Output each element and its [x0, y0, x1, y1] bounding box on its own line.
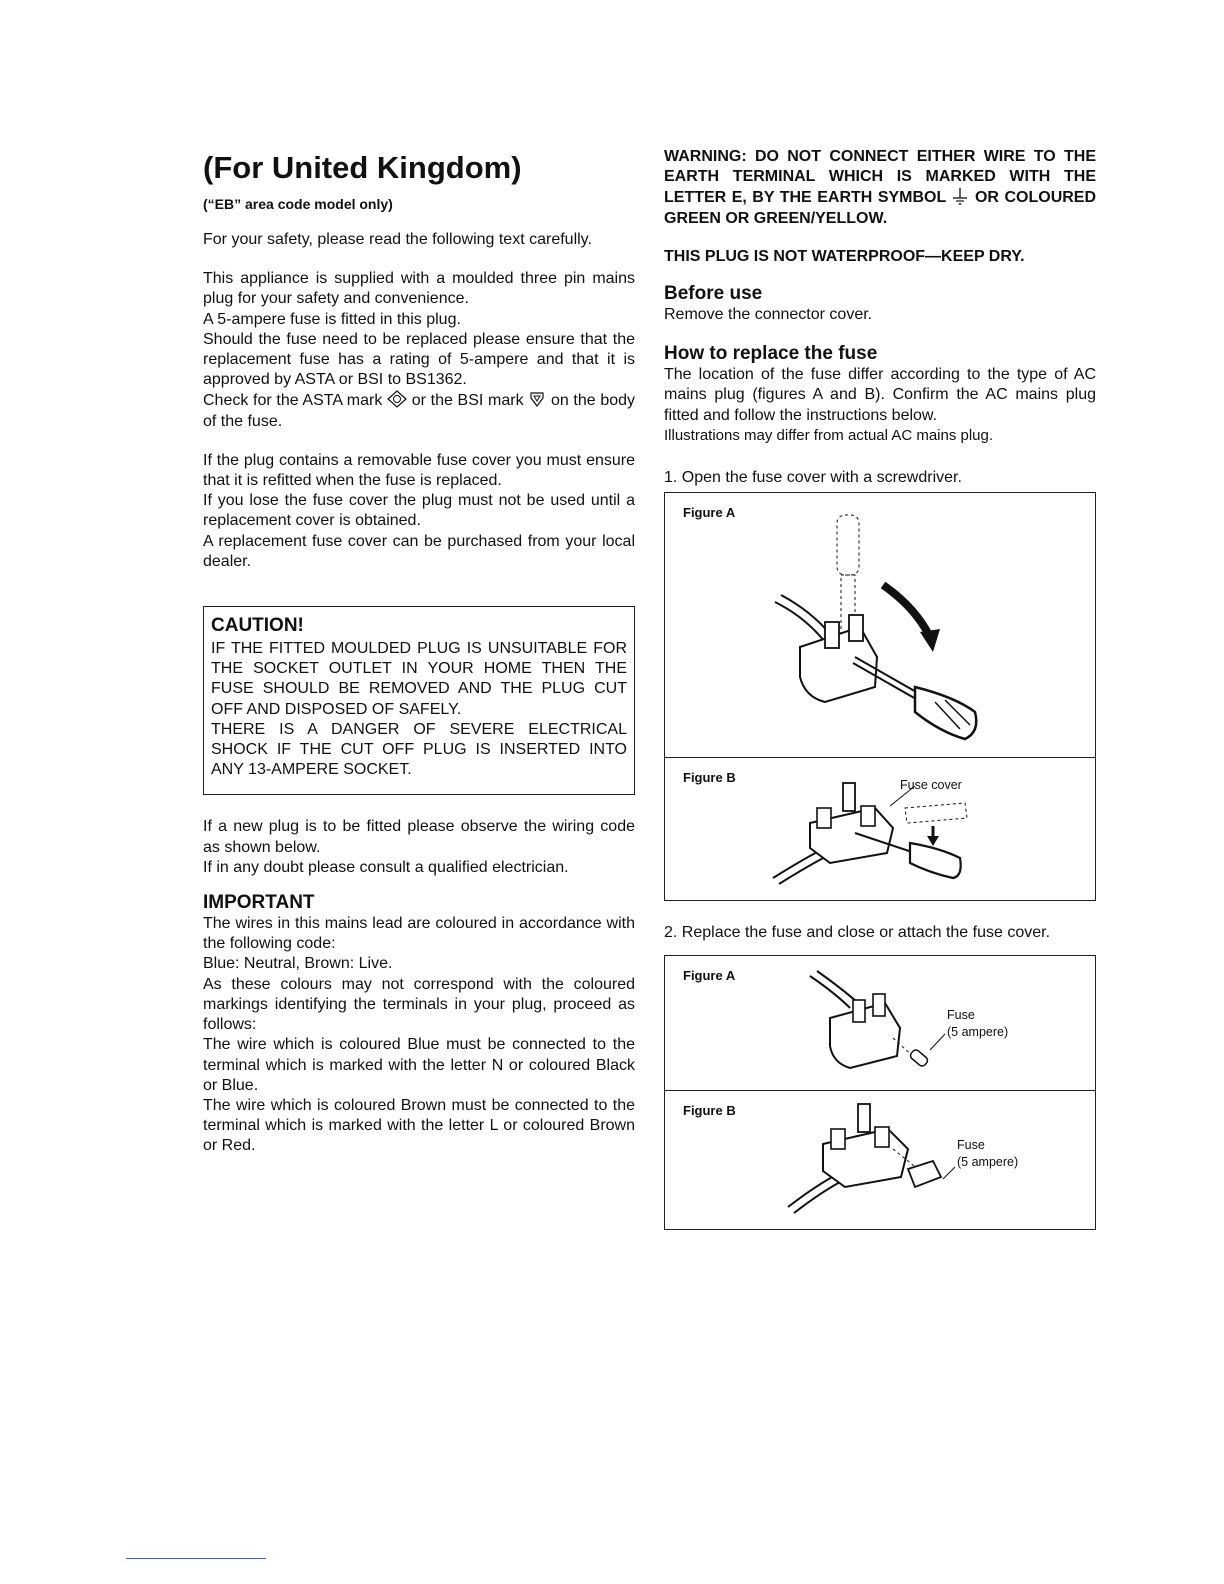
important-line2: Blue: Neutral, Brown: Live. [203, 955, 393, 973]
plug-a-fuse-illustration [805, 968, 955, 1080]
replace-fuse-title: How to replace the fuse [664, 343, 878, 365]
before-use-title: Before use [664, 283, 763, 305]
figure-box-replace-fuse [664, 955, 1096, 1230]
para1-line3: Should the fuse need to be replaced please ensure that the replacement fuse has a rating of 5-ampere and that it is approved by ASTA or BSI to BS1362. [203, 330, 635, 389]
important-line4: The wire which is coloured Blue must be connected to the terminal which is marked with the letter N or coloured Black or Blue. [203, 1036, 635, 1094]
before-use-text: Remove the connector cover. [664, 306, 873, 324]
para3-line2: If in any doubt please consult a qualified electrician. [203, 858, 569, 876]
caution-box [203, 606, 635, 795]
figure-b-open-cover [665, 758, 1095, 900]
check-mid: or the BSI mark [411, 392, 524, 410]
important-line5: The wire which is coloured Brown must be connected to the terminal which is marked with the letter L or coloured Brown or Red. [203, 1096, 635, 1155]
step1-text: 1. Open the fuse cover with a screwdriver. [664, 469, 962, 487]
figure-a-replace-fuse [665, 956, 1095, 1091]
page-subtitle: (“EB” area code model only) [203, 196, 393, 212]
check-post: on the body of the fuse. [203, 392, 636, 430]
waterproof-text: THIS PLUG IS NOT WATERPROOF—KEEP DRY. [664, 247, 1025, 265]
asta-mark-icon [387, 390, 407, 408]
step2-text: 2. Replace the fuse and close or attach the fuse cover. [664, 924, 1051, 942]
fuse-callout-a-1: Fuse [947, 1008, 975, 1023]
para1-line1: This appliance is supplied with a moulded three pin mains plug for your safety and convenience. [203, 270, 635, 308]
warning-text [664, 147, 1096, 229]
figure-b-label-2: Figure B [683, 1103, 736, 1119]
replace-fuse-text: The location of the fuse differ according to the type of AC mains plug (figures A and B). Confirm the AC mains plug fitted and follow the instructions below. [664, 366, 1096, 424]
bsi-kitemark-icon [528, 390, 546, 408]
warning-post: OR COLOURED GREEN OR GREEN/YELLOW. [664, 189, 1097, 227]
footer-rule [126, 1558, 266, 1559]
caution-line2: THERE IS A DANGER OF SEVERE ELECTRICAL SHOCK IF THE CUT OFF PLUG IS INSERTED INTO ANY 13-AMPERE SOCKET. [211, 720, 627, 779]
earth-symbol-icon [951, 187, 969, 205]
replace-fuse-note: Illustrations may differ from actual AC mains plug. [664, 426, 994, 444]
fuse-callout-a-2: (5 ampere) [947, 1025, 1009, 1040]
intro-text: For your safety, please read the following text carefully. [203, 231, 592, 248]
check-marks-text [203, 390, 635, 431]
para2-line1: If the plug contains a removable fuse cover you must ensure that it is refitted when the fuse is replaced. [203, 451, 635, 490]
caution-line1: IF THE FITTED MOULDED PLUG IS UNSUITABLE FOR THE SOCKET OUTLET IN YOUR HOME THEN THE FUSE SHOULD BE REMOVED AND THE PLUG CUT OFF AND DISPOSED OF SAFELY. [211, 640, 627, 718]
fuse-callout-b-2: (5 ampere) [957, 1155, 1019, 1170]
para2-line2: If you lose the fuse cover the plug must not be used until a replacement cover is obtained. [203, 492, 635, 530]
important-line3: As these colours may not correspond with the coloured markings identifying the terminals in your plug, proceed as follows: [203, 975, 635, 1034]
figure-b-replace-fuse [665, 1091, 1095, 1229]
figure-a-label: Figure A [683, 505, 736, 521]
para3-line1: If a new plug is to be fitted please observe the wiring code as shown below. [203, 818, 635, 856]
warning-pre: WARNING: DO NOT CONNECT EITHER WIRE TO THE EARTH TERMINAL WHICH IS MARKED WITH THE LETTER E, BY THE EARTH SYMBOL [664, 148, 1096, 207]
check-pre: Check for the ASTA mark [203, 392, 383, 410]
figure-a-label-2: Figure A [683, 968, 736, 984]
left-column [203, 150, 635, 1157]
figure-box-open-cover [664, 492, 1096, 901]
important-line1: The wires in this mains lead are coloured in accordance with the following code: [203, 915, 635, 953]
plug-b-fuse-illustration [783, 1099, 958, 1219]
important-title: IMPORTANT [203, 892, 315, 914]
right-column [664, 147, 1096, 1230]
page-title: (For United Kingdom) [203, 150, 522, 185]
para1-line2: A 5-ampere fuse is fitted in this plug. [203, 310, 461, 328]
figure-a-open-cover [665, 493, 1095, 758]
caution-title: CAUTION! [211, 615, 304, 637]
para2-line3: A replacement fuse cover can be purchased from your local dealer. [203, 532, 635, 570]
plug-b-screwdriver-illustration [765, 778, 975, 898]
fuse-cover-callout: Fuse cover [900, 778, 962, 793]
fuse-callout-b-1: Fuse [957, 1138, 985, 1153]
figure-b-label: Figure B [683, 770, 736, 786]
plug-screwdriver-illustration [765, 507, 995, 752]
